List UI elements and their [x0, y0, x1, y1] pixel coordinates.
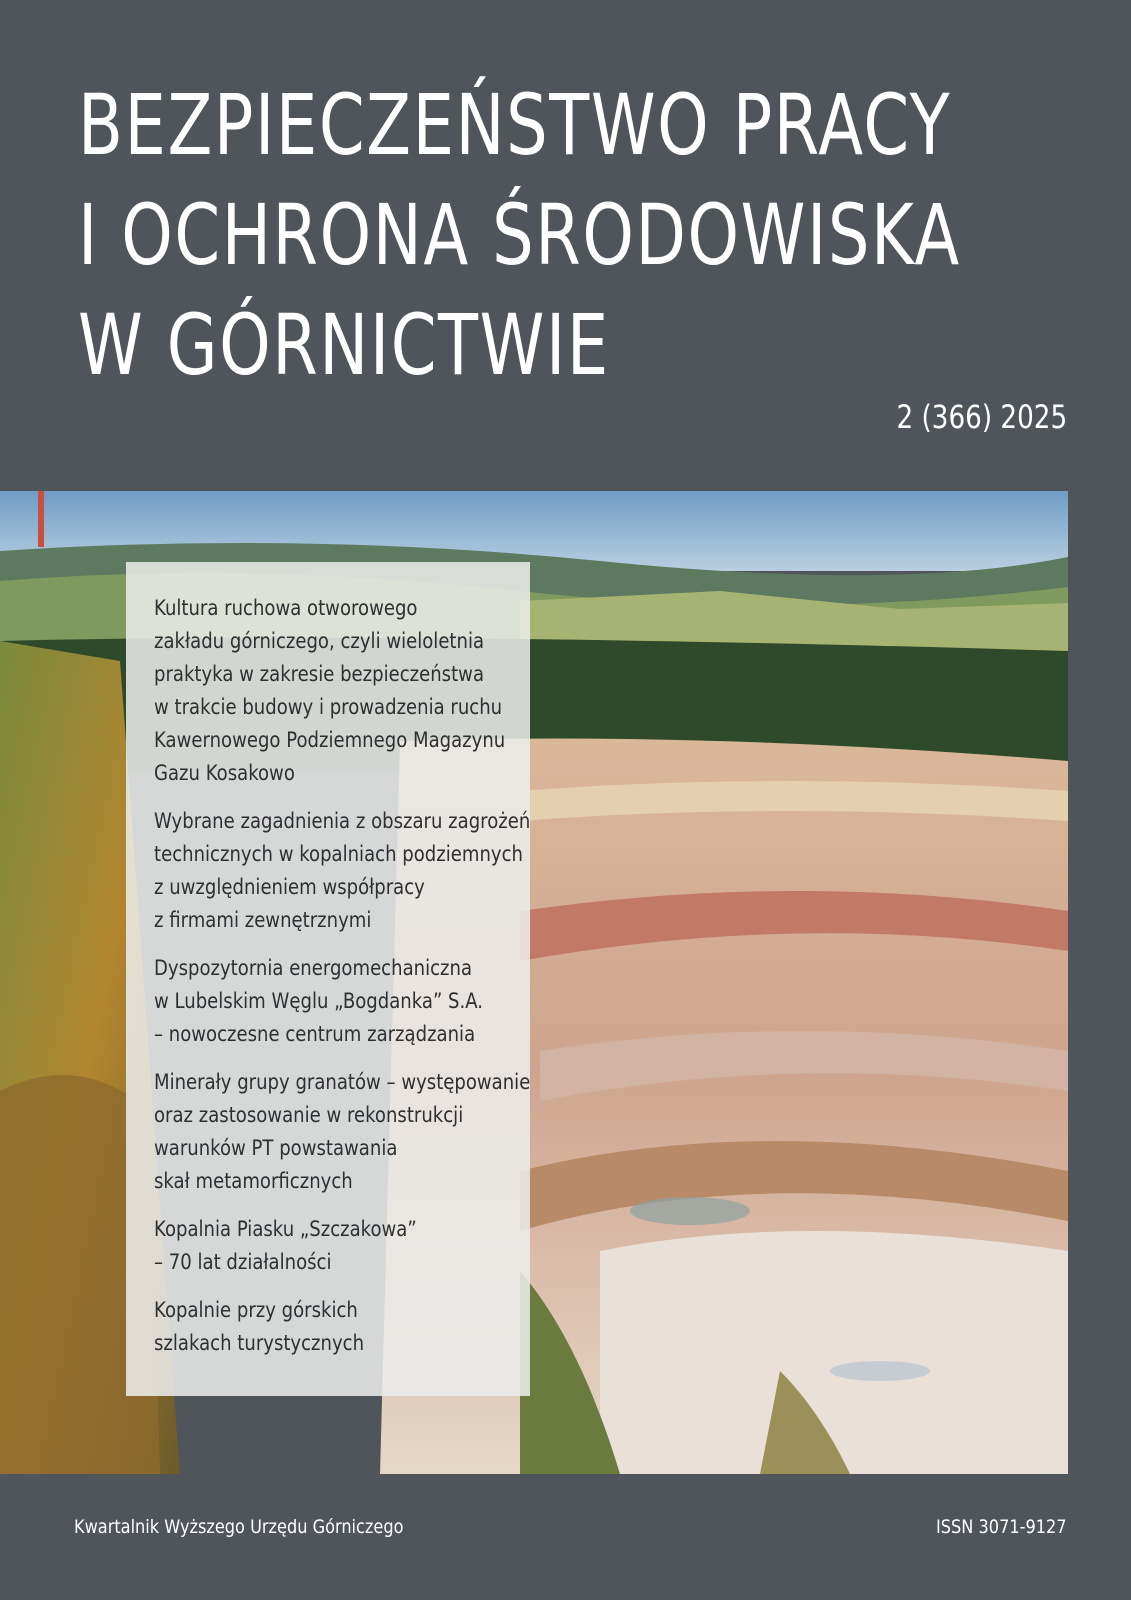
- title-line-2: I OCHRONA ŚRODOWISKA: [78, 186, 961, 284]
- article-title-line: Minerały grupy granatów – występowanie: [154, 1070, 531, 1094]
- article-title-line: Kopalnie przy górskich: [154, 1298, 358, 1322]
- publisher-label: Kwartalnik Wyższego Urzędu Górniczego: [74, 1516, 404, 1538]
- article-title-line: – 70 lat działalności: [154, 1250, 332, 1274]
- article-title: [154, 805, 531, 937]
- article-title-line: z firmami zewnętrznymi: [154, 908, 372, 932]
- article-title-line: szlakach turystycznych: [154, 1331, 365, 1355]
- article-title-line: zakładu górniczego, czyli wieloletnia: [154, 629, 485, 653]
- article-title: [154, 1213, 524, 1279]
- journal-title: [78, 70, 1078, 400]
- article-title-line: w trakcie budowy i prowadzenia ruchu: [154, 695, 503, 719]
- article-title-line: warunków PT powstawania: [154, 1136, 398, 1160]
- article-title: [154, 952, 524, 1051]
- article-title-line: Kultura ruchowa otworowego: [154, 596, 418, 620]
- article-title-line: technicznych w kopalniach podziemnych: [154, 842, 523, 866]
- article-title-line: skał metamorficznych: [154, 1169, 353, 1193]
- article-title-line: Gazu Kosakowo: [154, 761, 295, 785]
- article-title: [154, 1294, 524, 1360]
- issn-label: ISSN 3071-9127: [936, 1516, 1067, 1538]
- article-title-line: Dyspozytornia energomechaniczna: [154, 956, 473, 980]
- title-line-1: BEZPIECZEŃSTWO PRACY: [78, 76, 952, 174]
- article-title-line: oraz zastosowanie w rekonstrukcji: [154, 1103, 464, 1127]
- article-title-line: praktyka w zakresie bezpieczeństwa: [154, 662, 485, 686]
- article-title-line: – nowoczesne centrum zarządzania: [154, 1022, 476, 1046]
- article-title-line: w Lubelskim Węglu „Bogdanka” S.A.: [154, 989, 484, 1013]
- article-title: [154, 1066, 531, 1198]
- article-title-line: Wybrane zagadnienia z obszaru zagrożeń: [154, 809, 531, 833]
- contents-list: [126, 562, 530, 1360]
- issue-number: 2 (366) 2025: [896, 398, 1067, 436]
- article-title-line: Kopalnia Piasku „Szczakowa”: [154, 1217, 417, 1241]
- contents-panel: [126, 562, 530, 1396]
- article-title: [154, 592, 524, 790]
- article-title-line: Kawernowego Podziemnego Magazynu: [154, 728, 506, 752]
- title-line-3: W GÓRNICTWIE: [78, 296, 610, 394]
- article-title-line: z uwzględnieniem współpracy: [154, 875, 425, 899]
